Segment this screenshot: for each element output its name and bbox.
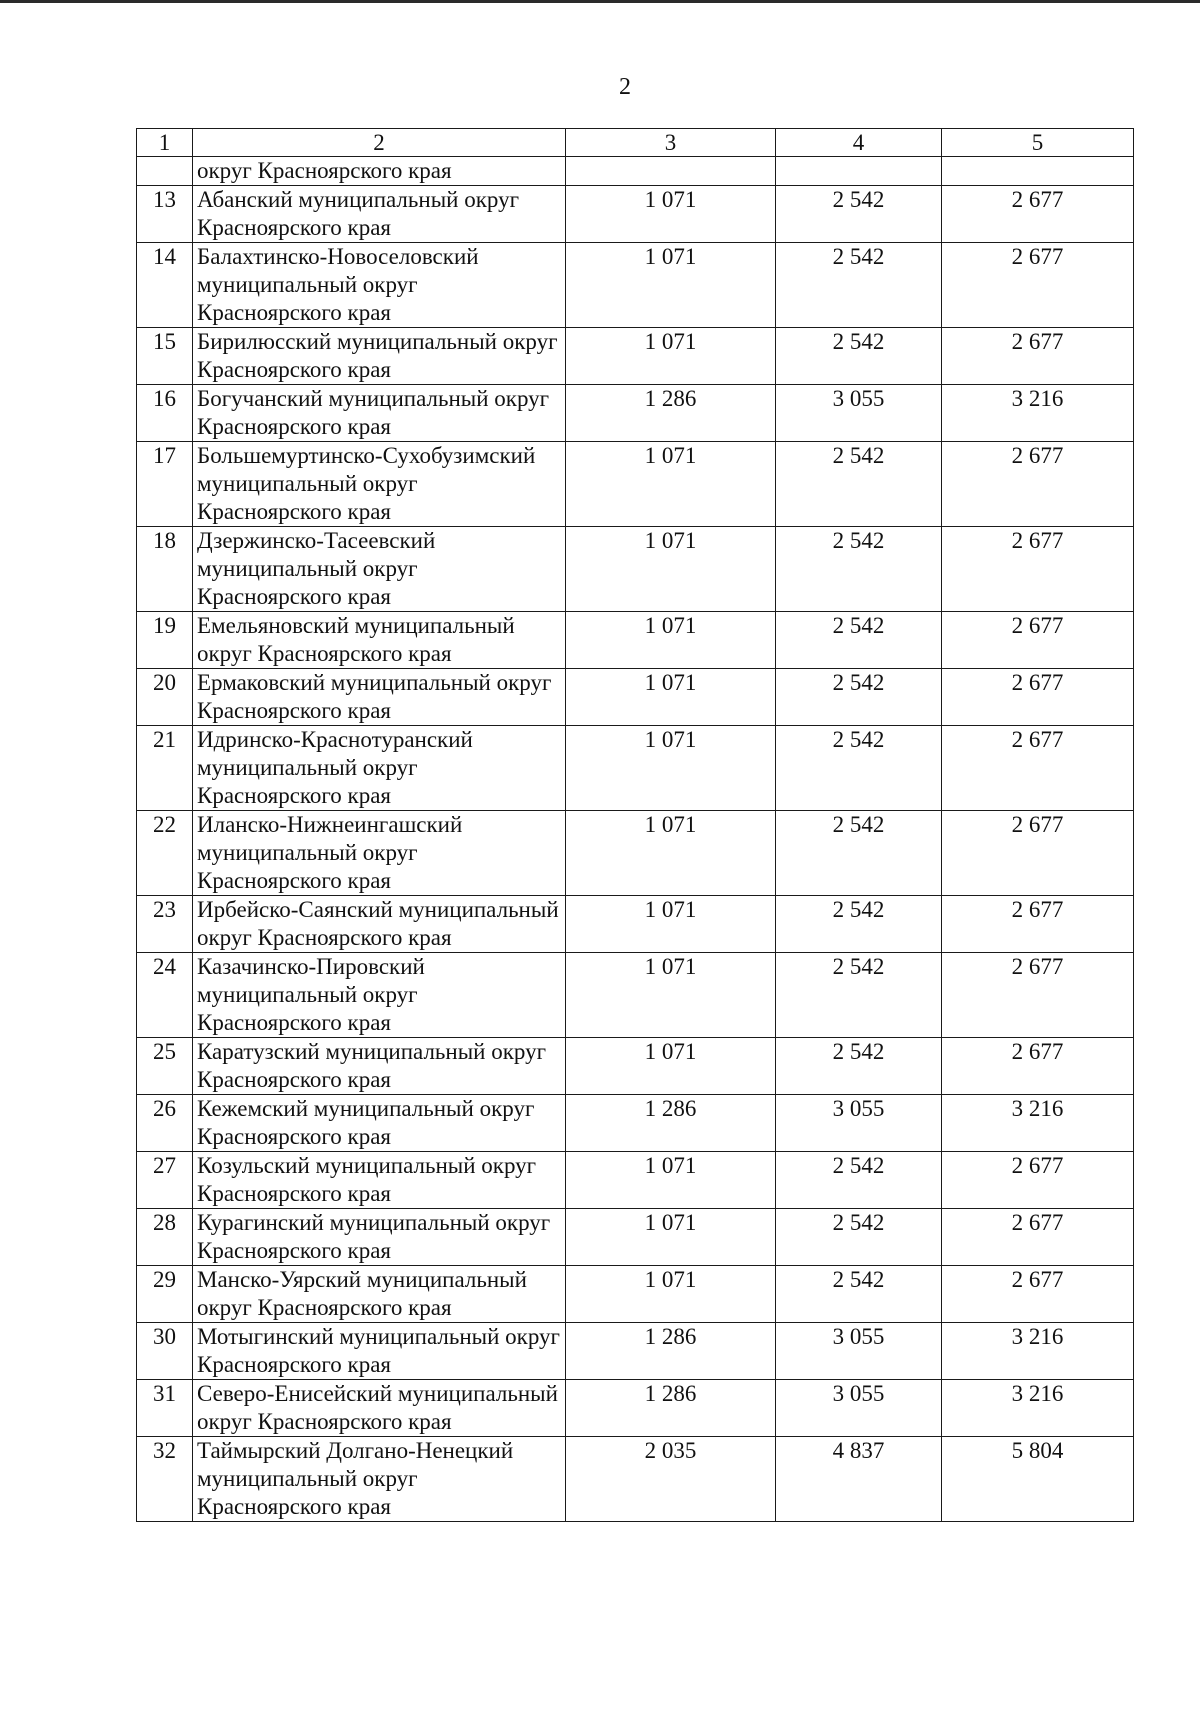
- value-col-3: 2 035: [566, 1437, 776, 1522]
- header-cell-1: 1: [137, 129, 193, 157]
- value-col-4: 4 837: [776, 1437, 942, 1522]
- value-col-4: 2 542: [776, 328, 942, 385]
- value-col-3: 1 071: [566, 1266, 776, 1323]
- value-col-4: 3 055: [776, 1323, 942, 1380]
- value-col-4: 2 542: [776, 243, 942, 328]
- value-col-5: 2 677: [942, 612, 1134, 669]
- table-row: [137, 186, 1134, 243]
- value-col-3: 1 286: [566, 1380, 776, 1437]
- municipality-name: Абанский муниципальный округ Красноярского края: [193, 186, 566, 243]
- value-col-3: 1 071: [566, 186, 776, 243]
- table-row: [137, 1380, 1134, 1437]
- municipality-name: Северо-Енисейский муниципальный округ Красноярского края: [193, 1380, 566, 1437]
- row-number: 16: [137, 385, 193, 442]
- value-col-5: 5 804: [942, 1437, 1134, 1522]
- value-col-5: 2 677: [942, 1038, 1134, 1095]
- value-col-3: 1 071: [566, 669, 776, 726]
- value-col-5: 2 677: [942, 669, 1134, 726]
- value-col-3: 1 071: [566, 1038, 776, 1095]
- table-row: [137, 385, 1134, 442]
- header-cell-3: 3: [566, 129, 776, 157]
- value-col-4: 2 542: [776, 953, 942, 1038]
- value-col-4: 2 542: [776, 1152, 942, 1209]
- row-number: 14: [137, 243, 193, 328]
- municipality-name: Курагинский муниципальный округ Красноярского края: [193, 1209, 566, 1266]
- table-row: [137, 1323, 1134, 1380]
- scan-edge: [0, 0, 1200, 3]
- header-row: [137, 129, 1134, 157]
- table-row: [137, 1038, 1134, 1095]
- table-row: [137, 1437, 1134, 1522]
- value-col-5: 2 677: [942, 442, 1134, 527]
- municipality-name: Ермаковский муниципальный округ Красноярского края: [193, 669, 566, 726]
- value-col-5: [942, 157, 1134, 186]
- row-number: 26: [137, 1095, 193, 1152]
- municipality-name: округ Красноярского края: [193, 157, 566, 186]
- table-row: [137, 243, 1134, 328]
- value-col-4: 3 055: [776, 1095, 942, 1152]
- row-number: 15: [137, 328, 193, 385]
- value-col-5: 3 216: [942, 1095, 1134, 1152]
- value-col-5: 2 677: [942, 243, 1134, 328]
- value-col-5: 2 677: [942, 896, 1134, 953]
- value-col-3: 1 071: [566, 811, 776, 896]
- table-row: [137, 811, 1134, 896]
- header-cell-5: 5: [942, 129, 1134, 157]
- value-col-3: 1 071: [566, 726, 776, 811]
- value-col-4: 3 055: [776, 1380, 942, 1437]
- value-col-3: 1 071: [566, 1152, 776, 1209]
- value-col-5: 2 677: [942, 726, 1134, 811]
- value-col-3: 1 286: [566, 385, 776, 442]
- table-row: [137, 442, 1134, 527]
- municipality-name: Каратузский муниципальный округ Красноярского края: [193, 1038, 566, 1095]
- table-row: [137, 953, 1134, 1038]
- row-number: 13: [137, 186, 193, 243]
- data-table: [136, 128, 1134, 1522]
- value-col-4: [776, 157, 942, 186]
- value-col-4: 2 542: [776, 612, 942, 669]
- row-number: [137, 157, 193, 186]
- value-col-5: 2 677: [942, 1209, 1134, 1266]
- table-row: [137, 1095, 1134, 1152]
- value-col-3: 1 071: [566, 953, 776, 1038]
- value-col-4: 2 542: [776, 896, 942, 953]
- table-row: [137, 1209, 1134, 1266]
- value-col-4: 2 542: [776, 1038, 942, 1095]
- municipality-name: Ирбейско-Саянский муниципальный округ Красноярского края: [193, 896, 566, 953]
- row-number: 20: [137, 669, 193, 726]
- municipality-name: Манско-Уярский муниципальный округ Красноярского края: [193, 1266, 566, 1323]
- municipality-name: Идринско-Краснотуранский муниципальный округ Красноярского края: [193, 726, 566, 811]
- value-col-3: 1 071: [566, 243, 776, 328]
- value-col-3: 1 071: [566, 328, 776, 385]
- row-number: 25: [137, 1038, 193, 1095]
- value-col-5: 2 677: [942, 328, 1134, 385]
- municipality-name: Балахтинско-Новоселовский муниципальный округ Красноярского края: [193, 243, 566, 328]
- value-col-5: 2 677: [942, 1152, 1134, 1209]
- row-number: 24: [137, 953, 193, 1038]
- row-number: 19: [137, 612, 193, 669]
- value-col-3: 1 071: [566, 612, 776, 669]
- row-number: 31: [137, 1380, 193, 1437]
- table-row-continuation: [137, 157, 1134, 186]
- value-col-5: 2 677: [942, 527, 1134, 612]
- row-number: 23: [137, 896, 193, 953]
- municipality-name: Таймырский Долгано-Ненецкий муниципальный округ Красноярского края: [193, 1437, 566, 1522]
- row-number: 22: [137, 811, 193, 896]
- value-col-5: 2 677: [942, 811, 1134, 896]
- value-col-4: 2 542: [776, 442, 942, 527]
- table-row: [137, 1266, 1134, 1323]
- row-number: 27: [137, 1152, 193, 1209]
- value-col-3: 1 071: [566, 896, 776, 953]
- value-col-3: 1 071: [566, 1209, 776, 1266]
- municipality-name: Емельяновский муниципальный округ Красноярского края: [193, 612, 566, 669]
- value-col-5: 2 677: [942, 953, 1134, 1038]
- municipality-name: Казачинско-Пировский муниципальный округ Красноярского края: [193, 953, 566, 1038]
- page-number: 2: [619, 74, 631, 100]
- municipality-name: Иланско-Нижнеингашский муниципальный округ Красноярского края: [193, 811, 566, 896]
- value-col-3: 1 286: [566, 1323, 776, 1380]
- municipality-name: Мотыгинский муниципальный округ Красноярского края: [193, 1323, 566, 1380]
- value-col-5: 3 216: [942, 1380, 1134, 1437]
- value-col-4: 2 542: [776, 726, 942, 811]
- table-row: [137, 328, 1134, 385]
- table-row: [137, 896, 1134, 953]
- row-number: 21: [137, 726, 193, 811]
- table-row: [137, 612, 1134, 669]
- header-cell-4: 4: [776, 129, 942, 157]
- row-number: 28: [137, 1209, 193, 1266]
- table-row: [137, 669, 1134, 726]
- municipality-name: Козульский муниципальный округ Красноярского края: [193, 1152, 566, 1209]
- value-col-3: 1 286: [566, 1095, 776, 1152]
- value-col-4: 2 542: [776, 527, 942, 612]
- value-col-4: 3 055: [776, 385, 942, 442]
- table-body: [137, 157, 1134, 1522]
- value-col-3: 1 071: [566, 442, 776, 527]
- municipality-name: Кежемский муниципальный округ Красноярского края: [193, 1095, 566, 1152]
- table-row: [137, 1152, 1134, 1209]
- value-col-4: 2 542: [776, 1266, 942, 1323]
- municipality-name: Большемуртинско-Сухобузимский муниципальный округ Красноярского края: [193, 442, 566, 527]
- row-number: 17: [137, 442, 193, 527]
- value-col-4: 2 542: [776, 811, 942, 896]
- value-col-5: 2 677: [942, 1266, 1134, 1323]
- table-row: [137, 726, 1134, 811]
- value-col-3: 1 071: [566, 527, 776, 612]
- row-number: 18: [137, 527, 193, 612]
- table-row: [137, 527, 1134, 612]
- row-number: 30: [137, 1323, 193, 1380]
- municipality-name: Дзержинско-Тасеевский муниципальный округ Красноярского края: [193, 527, 566, 612]
- value-col-5: 3 216: [942, 1323, 1134, 1380]
- value-col-4: 2 542: [776, 669, 942, 726]
- value-col-4: 2 542: [776, 186, 942, 243]
- row-number: 32: [137, 1437, 193, 1522]
- value-col-3: [566, 157, 776, 186]
- header-cell-2: 2: [193, 129, 566, 157]
- municipality-name: Бирилюсский муниципальный округ Красноярского края: [193, 328, 566, 385]
- value-col-4: 2 542: [776, 1209, 942, 1266]
- value-col-5: 3 216: [942, 385, 1134, 442]
- value-col-5: 2 677: [942, 186, 1134, 243]
- row-number: 29: [137, 1266, 193, 1323]
- municipality-name: Богучанский муниципальный округ Красноярского края: [193, 385, 566, 442]
